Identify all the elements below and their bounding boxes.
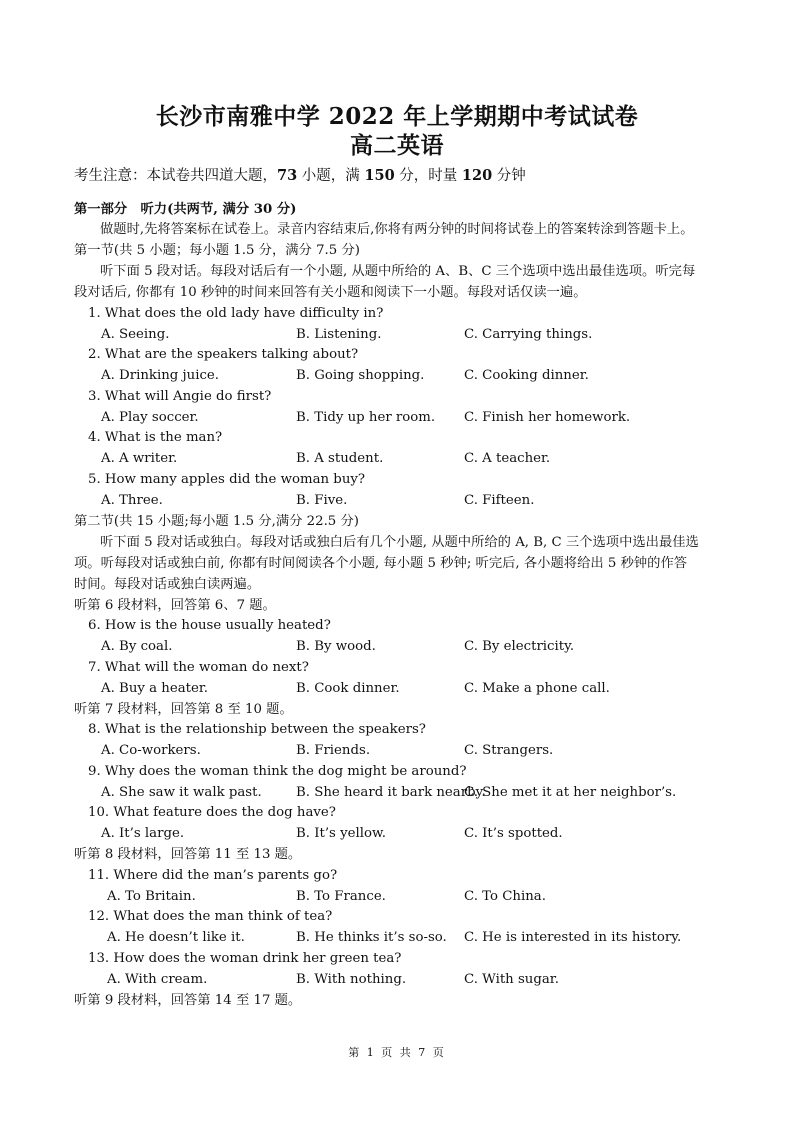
question-4: 4. What is the man? <box>88 430 223 445</box>
q11-option-a: A. To Britain. <box>107 889 196 904</box>
section1-heading: 第一节(共 5 小题；每小题 1.5 分，满分 7.5 分) <box>74 243 360 258</box>
q9-option-b: B. She heard it bark nearby. <box>296 785 486 800</box>
section1-instruction-line2: 段对话后, 你都有 10 秒钟的时间来回答有关小题和阅读下一小题。每段对话仅读一遍。 <box>74 285 587 300</box>
q6-option-b: B. By wood. <box>296 639 376 654</box>
question-9: 9. Why does the woman think the dog might be around? <box>88 764 467 779</box>
q11-option-b: B. To France. <box>296 889 386 904</box>
part1-instruction: 做题时,先将答案标在试卷上。录音内容结束后,你将有两分钟的时间将试卷上的答案转涂到答题卡上。 <box>100 222 694 237</box>
part1-heading: 第一部分 听力(共两节, 满分 30 分) <box>74 202 297 217</box>
q12-option-a: A. He doesn’t like it. <box>107 930 245 945</box>
q3-option-a: A. Play soccer. <box>101 410 199 425</box>
question-2: 2. What are the speakers talking about? <box>88 347 359 362</box>
q13-option-b: B. With nothing. <box>296 972 407 987</box>
q11-option-c: C. To China. <box>464 889 546 904</box>
question-5: 5. How many apples did the woman buy? <box>88 472 366 487</box>
q5-option-b: B. Five. <box>296 493 348 508</box>
notice-question-count: 73 <box>277 167 298 184</box>
question-3: 3. What will Angie do first? <box>88 389 272 404</box>
q10-option-b: B. It’s yellow. <box>296 826 387 841</box>
q1-option-b: B. Listening. <box>296 327 382 342</box>
notice-mid1: 小题，满 <box>297 168 365 184</box>
q9-option-c: C. She met it at her neighbor’s. <box>464 785 677 800</box>
section2-heading: 第二节(共 15 小题;每小题 1.5 分,满分 22.5 分) <box>74 514 359 529</box>
question-1: 1. What does the old lady have difficulty in? <box>88 306 384 321</box>
q3-option-c: C. Finish her homework. <box>464 410 631 425</box>
q7-option-a: A. Buy a heater. <box>101 681 208 696</box>
q2-option-c: C. Cooking dinner. <box>464 368 589 383</box>
question-11: 11. Where did the man’s parents go? <box>88 868 338 883</box>
q7-option-c: C. Make a phone call. <box>464 681 610 696</box>
q6-option-c: C. By electricity. <box>464 639 575 654</box>
q12-option-b: B. He thinks it’s so-so. <box>296 930 447 945</box>
section2-instruction-line2: 项。听每段对话或独白前, 你都有时间阅读各个小题, 每小题 5 秒钟; 听完后, 各小题将给出 5 秒钟的作答 <box>74 556 688 571</box>
q2-option-a: A. Drinking juice. <box>101 368 219 383</box>
question-7: 7. What will the woman do next? <box>88 660 309 675</box>
question-6: 6. How is the house usually heated? <box>88 618 331 633</box>
material-6-heading: 听第 6 段材料，回答第 6、7 题。 <box>74 598 276 613</box>
page-number: 第 1 页 共 7 页 <box>348 1046 446 1059</box>
q4-option-a: A. A writer. <box>101 451 178 466</box>
notice-time: 120 <box>461 167 493 184</box>
q2-option-b: B. Going shopping. <box>296 368 425 383</box>
exam-subtitle: 高二英语 <box>350 132 444 159</box>
q5-option-c: C. Fifteen. <box>464 493 535 508</box>
q13-option-a: A. With cream. <box>107 972 208 987</box>
notice-total-score: 150 <box>364 167 395 184</box>
q8-option-b: B. Friends. <box>296 743 371 758</box>
q4-option-b: B. A student. <box>296 451 384 466</box>
question-13: 13. How does the woman drink her green tea? <box>88 951 402 966</box>
q10-option-c: C. It’s spotted. <box>464 826 563 841</box>
q4-option-c: C. A teacher. <box>464 451 551 466</box>
section1-instruction-line1: 听下面 5 段对话。每段对话后有一个小题, 从题中所给的 A、B、C 三个选项中选出最佳选项。听完每 <box>100 264 696 279</box>
q10-option-a: A. It’s large. <box>101 826 185 841</box>
question-10: 10. What feature does the dog have? <box>88 805 336 820</box>
exam-title: 长沙市南雅中学 2022 年上学期期中考试试卷 <box>155 103 639 130</box>
material-7-heading: 听第 7 段材料，回答第 8 至 10 题。 <box>74 702 293 717</box>
q7-option-b: B. Cook dinner. <box>296 681 400 696</box>
q13-option-c: C. With sugar. <box>464 972 559 987</box>
q1-option-c: C. Carrying things. <box>464 327 593 342</box>
notice-mid2: 分，时量 <box>394 168 462 184</box>
section2-instruction-line3: 时间。每段对话或独白读两遍。 <box>74 577 261 592</box>
material-9-heading: 听第 9 段材料，回答第 14 至 17 题。 <box>74 993 302 1008</box>
q1-option-a: A. Seeing. <box>101 327 170 342</box>
material-8-heading: 听第 8 段材料，回答第 11 至 13 题。 <box>74 847 302 862</box>
section2-instruction-line1: 听下面 5 段对话或独白。每段对话或独白后有几个小题, 从题中所给的 A, B, C 三个选项中选出最佳选 <box>100 535 699 550</box>
q8-option-c: C. Strangers. <box>464 743 554 758</box>
question-12: 12. What does the man think of tea? <box>88 909 333 924</box>
q8-option-a: A. Co-workers. <box>101 743 201 758</box>
question-8: 8. What is the relationship between the speakers? <box>88 722 426 737</box>
notice-suffix: 分钟 <box>492 168 526 184</box>
q12-option-c: C. He is interested in its history. <box>464 930 682 945</box>
q9-option-a: A. She saw it walk past. <box>101 785 262 800</box>
q6-option-a: A. By coal. <box>101 639 173 654</box>
exam-notice <box>74 164 526 185</box>
q5-option-a: A. Three. <box>101 493 163 508</box>
notice-prefix: 考生注意：本试卷共四道大题， <box>74 168 277 184</box>
q3-option-b: B. Tidy up her room. <box>296 410 436 425</box>
